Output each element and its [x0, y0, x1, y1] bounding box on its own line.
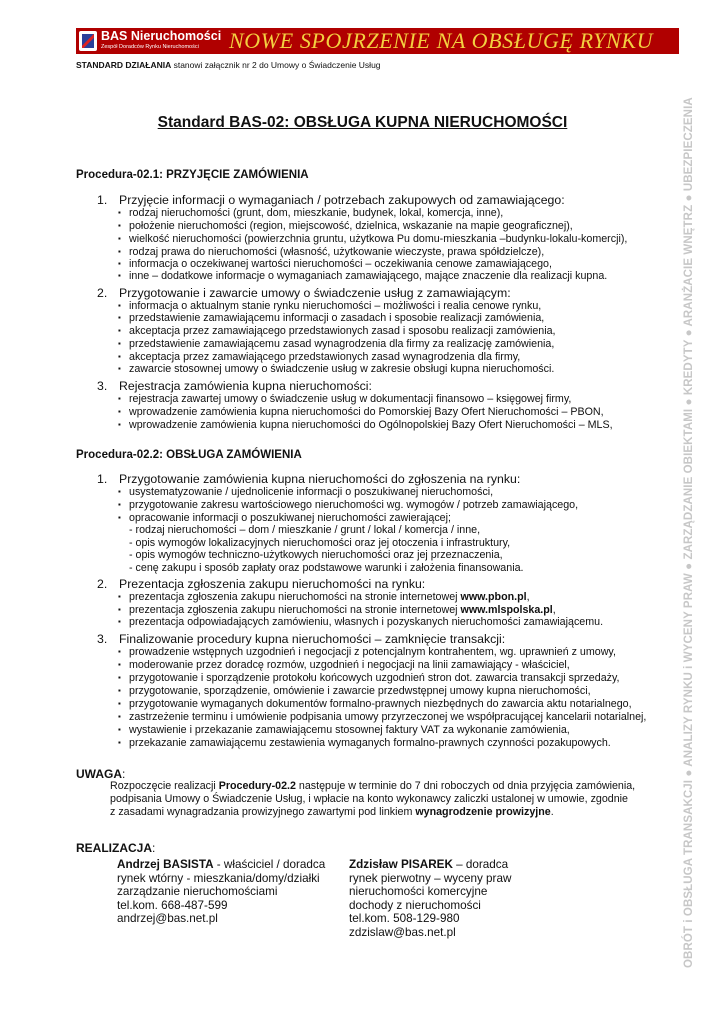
- link-pbon[interactable]: www.pbon.pl: [460, 591, 527, 603]
- side-services-text: OBRÓT i OBSŁUGA TRANSAKCJI ● ANALIZY RYNKU i WYCENY PRAW ● ZARZĄDZANIE OBIEKTAMI ● KREDYTY ● ARANŻACIE WNĘTRZ ● UBEZPIECZENIA: [683, 97, 695, 968]
- sub-item: - rodzaj nieruchomości – dom / mieszkanie / grunt / lokal / komercja / inne,: [129, 524, 481, 536]
- bullet-item: ▪ rodzaj prawa do nieruchomości (własność, użytkowanie wieczyste, prawa spółdzielcze),: [118, 246, 545, 258]
- contact-name: Andrzej BASISTA: [117, 858, 214, 871]
- subheader: [76, 60, 381, 70]
- realizacja-heading: REALIZACJA:: [76, 841, 156, 855]
- bullet-item: ▪ rejestracja zawartej umowy o świadczenie usług w dokumentacji finansowo – księgowej firmy,: [118, 393, 572, 405]
- slogan: NOWE SPOJRZENIE NA OBSŁUGĘ RYNKU: [229, 28, 654, 53]
- bullet-item: ▪ zawarcie stosownej umowy o świadczenie usług w zakresie obsługi kupna nieruchomości.: [118, 363, 555, 375]
- list-item: 1. Przyjęcie informacji o wymaganiach / potrzebach zakupowych od zamawiającego:: [97, 193, 565, 207]
- header-banner: [76, 28, 679, 54]
- list-item: 3. Rejestracja zamówienia kupna nieruchomości:: [97, 379, 372, 393]
- list-item: 2. Przygotowanie i zawarcie umowy o świadczenie usług z zamawiającym:: [97, 286, 511, 300]
- email-link[interactable]: andrzej@bas.net.pl: [117, 912, 218, 926]
- uwaga-line: podpisania Umowy o Świadczenie Usług, i wpłacie na konto wykonawcy zaliczki ustalonej w umowie, zgodnie: [110, 793, 629, 805]
- bullet-item: ▪ przygotowanie wymaganych dokumentów formalno-prawnych niezbędnych do zawarcia aktu notarialnego,: [118, 698, 632, 710]
- bullet-item: ▪ prezentacja zgłoszenia zakupu nieruchomości na stronie internetowej www.mlspolska.pl,: [118, 604, 556, 616]
- contact-zdzislaw: Zdzisław PISAREK – doradca rynek pierwotny – wyceny praw nieruchomości komercyjne dochody z nieruchomości tel.kom. 508-129-980 zdzislaw@bas.net.pl: [349, 858, 512, 939]
- bullet-item: ▪ wprowadzenie zamówienia kupna nieruchomości do Pomorskiej Bazy Ofert Nieruchomości – PBON,: [118, 406, 604, 418]
- bullet-item: ▪ akceptacja przez zamawiającego przedstawionych zasad wynagrodzenia dla firmy,: [118, 351, 521, 363]
- bullet-item: ▪ przygotowanie i sporządzenie protokołu końcowych uzgodnień stron dot. zawarcia transakcji sprzedaży,: [118, 672, 620, 684]
- bullet-item: ▪ zastrzeżenie terminu i umówienie podpisania umowy przyrzeczonej we współpracującej kancelarii notarialnej,: [118, 711, 647, 723]
- list-item: 3. Finalizowanie procedury kupna nieruchomości – zamknięcie transakcji:: [97, 632, 506, 646]
- bullet-item: ▪ prezentacja odpowiadających zamówieniu, własnych i pozyskanych nieruchomości zamawiającemu.: [118, 616, 604, 628]
- bullet-item: ▪ usystematyzowanie / ujednolicenie informacji o poszukiwanej nieruchomości,: [118, 486, 494, 498]
- bullet-item: ▪ położenie nieruchomości (region, miejscowość, dzielnica, wskazanie na mapie geograficznej),: [118, 220, 573, 232]
- bullet-item: ▪ informacja o aktualnym stanie rynku nieruchomości – możliwości i realia cenowe rynku,: [118, 300, 542, 312]
- list-item: 1. Przygotowanie zamówienia kupna nieruchomości do zgłoszenia na rynku:: [97, 472, 521, 486]
- list-item: 2. Prezentacja zgłoszenia zakupu nieruchomości na rynku:: [97, 577, 426, 591]
- bullet-item: ▪ przygotowanie zakresu wartościowego nieruchomości wg. wymogów / potrzeb zamawiającego,: [118, 499, 579, 511]
- email-link[interactable]: zdzislaw@bas.net.pl: [349, 925, 456, 939]
- procedure-1-title: Procedura-02.1: PRZYJĘCIE ZAMÓWIENIA: [76, 169, 309, 181]
- procedure-2-title: Procedura-02.2: OBSŁUGA ZAMÓWIENIA: [76, 449, 302, 461]
- logo-name: BAS Nieruchomości: [101, 29, 222, 43]
- bas-logo: [76, 28, 226, 54]
- bullet-item: ▪ wystawienie i przekazanie zamawiającemu stosownej faktury VAT za wykonanie zamówienia,: [118, 724, 570, 736]
- sub-item: - opis wymogów techniczno-użytkowych nieruchomości oraz jej przeznaczenia,: [129, 549, 503, 561]
- page-title: Standard BAS-02: OBSŁUGA KUPNA NIERUCHOMOŚCI: [157, 114, 568, 131]
- subheader-bold: STANDARD DZIAŁANIA: [76, 60, 172, 70]
- link-mlspolska[interactable]: www.mlspolska.pl: [460, 604, 553, 616]
- bullet-item: ▪ rodzaj nieruchomości (grunt, dom, mieszkanie, budynek, lokal, komercja, inne),: [118, 207, 504, 219]
- logo-subtitle: Zespół Doradców Rynku Nieruchomości: [101, 44, 199, 50]
- contact-name: Zdzisław PISAREK: [349, 858, 453, 871]
- bullet-item: ▪ przekazanie zamawiającemu zestawienia wymaganych formalno-prawnych czynności pozakupowych.: [118, 737, 611, 749]
- bullet-item: ▪ inne – dodatkowe informacje o wymaganiach zamawiającego, mające znaczenie dla realizacji kupna.: [118, 270, 608, 282]
- bullet-item: ▪ wprowadzenie zamówienia kupna nieruchomości do Ogólnopolskiej Bazy Ofert Nieruchomości – MLS,: [118, 419, 613, 431]
- bullet-item: ▪ prezentacja zgłoszenia zakupu nieruchomości na stronie internetowej www.pbon.pl,: [118, 591, 530, 603]
- uwaga-line: z zasadami wynagradzania prowizyjnego zawartymi pod linkiem wynagrodzenie prowizyjne.: [110, 806, 554, 818]
- bullet-item: ▪ przedstawienie zamawiającemu informacji o zasadach i sposobie realizacji zamówienia,: [118, 312, 545, 324]
- contact-andrzej: Andrzej BASISTA - właściciel / doradca rynek wtórny - mieszkania/domy/działki zarządzanie nieruchomościami tel.kom. 668-487-599 andrzej@bas.net.pl: [117, 858, 326, 926]
- bullet-item: ▪ moderowanie przez doradcę rozmów, uzgodnień i negocjacji na linii zamawiający - właściciel,: [118, 659, 570, 671]
- logo-mark-icon: [79, 31, 97, 51]
- sub-item: - cenę zakupu i sposób zapłaty oraz podstawowe warunki i założenia finansowania.: [129, 562, 524, 574]
- bullet-item: ▪ akceptacja przez zamawiającego przedstawionych zasad i sposobu realizacji zamówienia,: [118, 325, 556, 337]
- sub-item: - opis wymogów lokalizacyjnych nieruchomości oraz jej otoczenia i infrastruktury,: [129, 537, 511, 549]
- bullet-item: ▪ przygotowanie, sporządzenie, omówienie i zawarcie przedwstępnej umowy kupna nieruchomości,: [118, 685, 591, 697]
- bullet-item: ▪ opracowanie informacji o poszukiwanej nieruchomości zawierającej;: [118, 512, 451, 524]
- bullet-item: ▪ informacja o oczekiwanej wartości nieruchomości – oczekiwania cenowe zamawiającego,: [118, 258, 552, 270]
- link-wynagrodzenie[interactable]: wynagrodzenie prowizyjne: [415, 806, 551, 818]
- bullet-item: ▪ prowadzenie wstępnych uzgodnień i negocjacji z potencjalnym kontrahentem, wg. uprawnień z umowy,: [118, 646, 616, 658]
- uwaga-heading: UWAGA:: [76, 767, 126, 781]
- subheader-text: stanowi załącznik nr 2 do Umowy o Świadczenie Usług: [171, 60, 381, 70]
- uwaga-line: Rozpoczęcie realizacji Procedury-02.2 następuje w terminie do 7 dni roboczych od dnia przyjęcia zamówienia,: [110, 780, 636, 792]
- bullet-item: ▪ przedstawienie zamawiającemu zasad wynagrodzenia dla firmy za realizację zamówienia,: [118, 338, 555, 350]
- bullet-item: ▪ wielkość nieruchomości (powierzchnia gruntu, użytkowa Pu domu-mieszkania –budynku-lokalu-komercji),: [118, 233, 628, 245]
